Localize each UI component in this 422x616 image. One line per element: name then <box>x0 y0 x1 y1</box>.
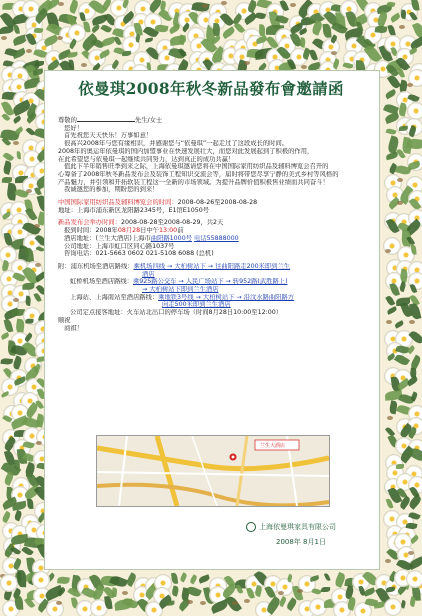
leaf-decoration <box>300 37 306 47</box>
leaf-decoration <box>14 25 21 35</box>
leaf-decoration <box>22 283 35 290</box>
route-pudong: 附：浦东机场至酒店路线：乘机场四线 → 大柏树站下 → 往曲阳路走200米即到兰生 <box>58 262 291 270</box>
leaf-decoration <box>309 49 318 61</box>
butterfly-decoration <box>244 599 250 603</box>
leaf-decoration <box>389 12 401 22</box>
leaf-decoration <box>33 69 44 76</box>
butterfly-decoration <box>13 141 19 145</box>
leaf-decoration <box>27 499 33 509</box>
leaf-decoration <box>255 12 267 20</box>
leaf-decoration <box>212 22 220 36</box>
intro-line: 值此下半年销售旺季到来之际，上海依曼琪邀请您将在中国国际家用纺织品及辅料博览会召开的 <box>64 163 329 171</box>
leaf-decoration <box>399 268 408 282</box>
butterfly-decoration <box>399 25 405 29</box>
route-pudong-cont: 酒店 <box>142 270 155 278</box>
leaf-decoration <box>234 22 246 34</box>
company-logo-icon <box>246 522 256 532</box>
leaf-decoration <box>259 24 266 36</box>
butterfly-decoration <box>386 320 392 324</box>
butterfly-decoration <box>36 441 42 445</box>
butterfly-decoration <box>58 2 64 6</box>
leaf-decoration <box>323 572 330 581</box>
leaf-decoration <box>2 160 12 174</box>
location-map[interactable] <box>96 435 330 507</box>
leaf-decoration <box>135 34 141 43</box>
map-graphic <box>97 436 329 506</box>
butterfly-decoration <box>290 3 296 7</box>
leaf-decoration <box>323 23 332 38</box>
leaf-decoration <box>221 26 236 39</box>
leaf-decoration <box>388 24 397 37</box>
butterfly-decoration <box>278 591 284 595</box>
route-south: 上海站、上海南站至酒店路线：乘地铁3号线 → 大柏树站下 → 沿汶水路曲阳路方 <box>70 293 295 301</box>
leaf-decoration <box>17 151 22 159</box>
leaf-decoration <box>122 51 131 56</box>
butterfly-decoration <box>244 61 250 65</box>
leaf-decoration <box>145 37 154 42</box>
intro-line: 首先祝您天天快乐！万事如意！ <box>64 132 153 140</box>
butterfly-decoration <box>1 36 7 40</box>
butterfly-decoration <box>301 65 307 69</box>
butterfly-decoration <box>331 51 337 55</box>
leaf-decoration <box>310 575 320 582</box>
intro-line: 心筹备了2008年秋冬新品发布会及装饰工程知识交流会等，届时将带您尽享宁静的美式乡村等风格的 <box>58 170 339 178</box>
leaf-decoration <box>396 464 404 469</box>
butterfly-decoration <box>26 49 32 53</box>
butterfly-decoration <box>397 201 403 205</box>
leaf-decoration <box>287 573 294 582</box>
leaf-decoration <box>321 587 330 592</box>
leaf-decoration <box>12 355 24 370</box>
butterfly-decoration <box>297 589 303 593</box>
closing: 顺祝 <box>58 316 71 324</box>
flower-decoration <box>407 571 422 587</box>
route-hongqiao: 虹桥机场至酒店路线：乘925路公交车 → 人民广场站下 → 转952路(武胜路上) <box>70 278 288 286</box>
checkin-time: 报到时间：2008年08月28日中午13:00前 <box>64 227 184 235</box>
butterfly-decoration <box>81 63 87 67</box>
leaf-decoration <box>394 353 410 367</box>
expo-time: 中国国际家用纺织品及辅料博览会的时间：2008-08-26至2008-08-28 <box>58 199 258 207</box>
pickup-address: 公司定点接客地址：火车站北出口的停车场（时间8月28日10:00至12:00） <box>70 309 283 317</box>
butterfly-decoration <box>202 4 208 8</box>
leaf-decoration <box>171 572 178 584</box>
leaf-decoration <box>168 23 181 34</box>
leaf-decoration <box>122 0 131 8</box>
leaf-decoration <box>15 595 24 610</box>
leaf-decoration <box>374 25 387 33</box>
intro-line: 我诚邀您的参加，期盼您的到来！ <box>64 186 159 194</box>
launch-time: 新品发布会举办时间：2008-08-28至2008-08-29，共2天 <box>58 219 224 227</box>
butterfly-decoration <box>408 551 414 555</box>
name-blank[interactable] <box>77 116 135 122</box>
leaf-decoration <box>0 26 14 35</box>
leaf-decoration <box>189 574 198 584</box>
intro-line: 产品魅力，并引领和开拓软装工程这一全新的市场领域。为提升品牌价值积极售业绩而共同奋斗！ <box>58 178 329 186</box>
company-address: 公司地址：上海市虹口区同心路1037号 <box>64 242 175 250</box>
leaf-decoration <box>24 332 33 342</box>
leaf-decoration <box>198 574 210 583</box>
butterfly-decoration <box>56 601 62 605</box>
letter-body <box>58 116 370 332</box>
leaf-decoration <box>67 0 79 15</box>
butterfly-decoration <box>13 298 19 302</box>
leaf-decoration <box>0 391 9 398</box>
leaf-decoration <box>15 460 21 470</box>
flower-decoration <box>33 572 49 588</box>
intro-line: 很高兴2008年与您有缘相识，并感谢您与“依曼琪”一起走过了这段成长的时间。 <box>64 140 289 148</box>
hotline: 咨询电话：021-5663 0602 021-5108 6088 (总机) <box>64 250 214 258</box>
leaf-decoration <box>1 511 12 523</box>
closing: 商祺！ <box>64 324 83 332</box>
leaf-decoration <box>68 52 78 58</box>
leaf-decoration <box>4 319 14 333</box>
leaf-decoration <box>286 597 298 611</box>
signature-date: 2008年 8月1日 <box>276 538 326 546</box>
butterfly-decoration <box>35 263 41 267</box>
leaf-decoration <box>246 0 257 13</box>
salutation: 尊敬的 先生/女士 <box>58 117 163 124</box>
leaf-decoration <box>15 319 25 334</box>
route-hongqiao-cont: → 大柏树站下即到兰生酒店 <box>142 286 219 294</box>
leaf-decoration <box>24 319 33 324</box>
greeting: 您好！ <box>64 124 83 132</box>
leaf-decoration <box>385 587 394 592</box>
expo-address: 地址：上海市浦东新区龙阳路2345号，E1馆E1050号 <box>58 206 210 214</box>
butterfly-decoration <box>26 189 32 193</box>
route-south-cont: 向走500米即到兰生酒店 <box>162 301 231 309</box>
leaf-decoration <box>11 309 24 316</box>
leaf-decoration <box>0 358 12 366</box>
signature-company: 上海依曼琪家具有限公司 <box>246 522 336 532</box>
leaf-decoration <box>411 245 417 255</box>
leaf-decoration <box>385 295 395 307</box>
page-title: 依曼琪2008年秋冬新品發布會邀請函 <box>78 79 344 98</box>
flower-decoration <box>408 103 422 119</box>
intro-line: 2008年的奥运年依曼琪的国内加盟事业在快速发展壮大，而您对此发展起到了积极的作用， <box>58 147 314 155</box>
leaf-decoration <box>255 585 264 597</box>
leaf-decoration <box>406 138 422 150</box>
leaf-decoration <box>56 576 69 584</box>
leaf-decoration <box>395 320 405 328</box>
butterfly-decoration <box>200 601 206 605</box>
leaf-decoration <box>79 12 85 22</box>
leaf-decoration <box>386 306 397 315</box>
leaf-decoration <box>14 126 23 134</box>
leaf-decoration <box>35 61 45 66</box>
butterfly-decoration <box>397 178 403 182</box>
intro-line: 在此希望您与依曼琪一起继续共同努力，达到真正的成功共赢！ <box>58 155 235 163</box>
butterfly-decoration <box>221 1 227 5</box>
leaf-decoration <box>407 494 422 509</box>
leaf-decoration <box>12 115 22 123</box>
leaf-decoration <box>399 282 407 293</box>
leaf-decoration <box>111 587 117 596</box>
leaf-decoration <box>69 60 74 69</box>
leaf-decoration <box>374 601 385 608</box>
leaf-decoration <box>166 601 175 606</box>
leaf-decoration <box>385 152 398 161</box>
leaf-decoration <box>407 345 416 354</box>
butterfly-decoration <box>187 600 193 604</box>
flower-decoration <box>385 599 401 615</box>
leaf-decoration <box>179 35 186 45</box>
butterfly-decoration <box>387 416 393 420</box>
leaf-decoration <box>24 296 30 306</box>
leaf-decoration <box>400 600 407 609</box>
butterfly-decoration <box>122 591 128 595</box>
butterfly-decoration <box>409 320 415 324</box>
hotel-address: 酒店地址：(兰生大酒店)上海市曲阳路1000号 电话55888000 <box>64 234 239 242</box>
leaf-decoration <box>410 392 418 402</box>
map-hotel-label: 兰生大酒店 <box>260 443 286 449</box>
map-pin-icon <box>230 454 237 461</box>
leaf-decoration <box>409 302 422 320</box>
butterfly-decoration <box>385 249 391 253</box>
leaf-decoration <box>171 586 179 597</box>
flower-decoration <box>1 575 17 591</box>
leaf-decoration <box>180 573 188 583</box>
butterfly-decoration <box>385 559 391 563</box>
flower-decoration <box>0 247 16 263</box>
